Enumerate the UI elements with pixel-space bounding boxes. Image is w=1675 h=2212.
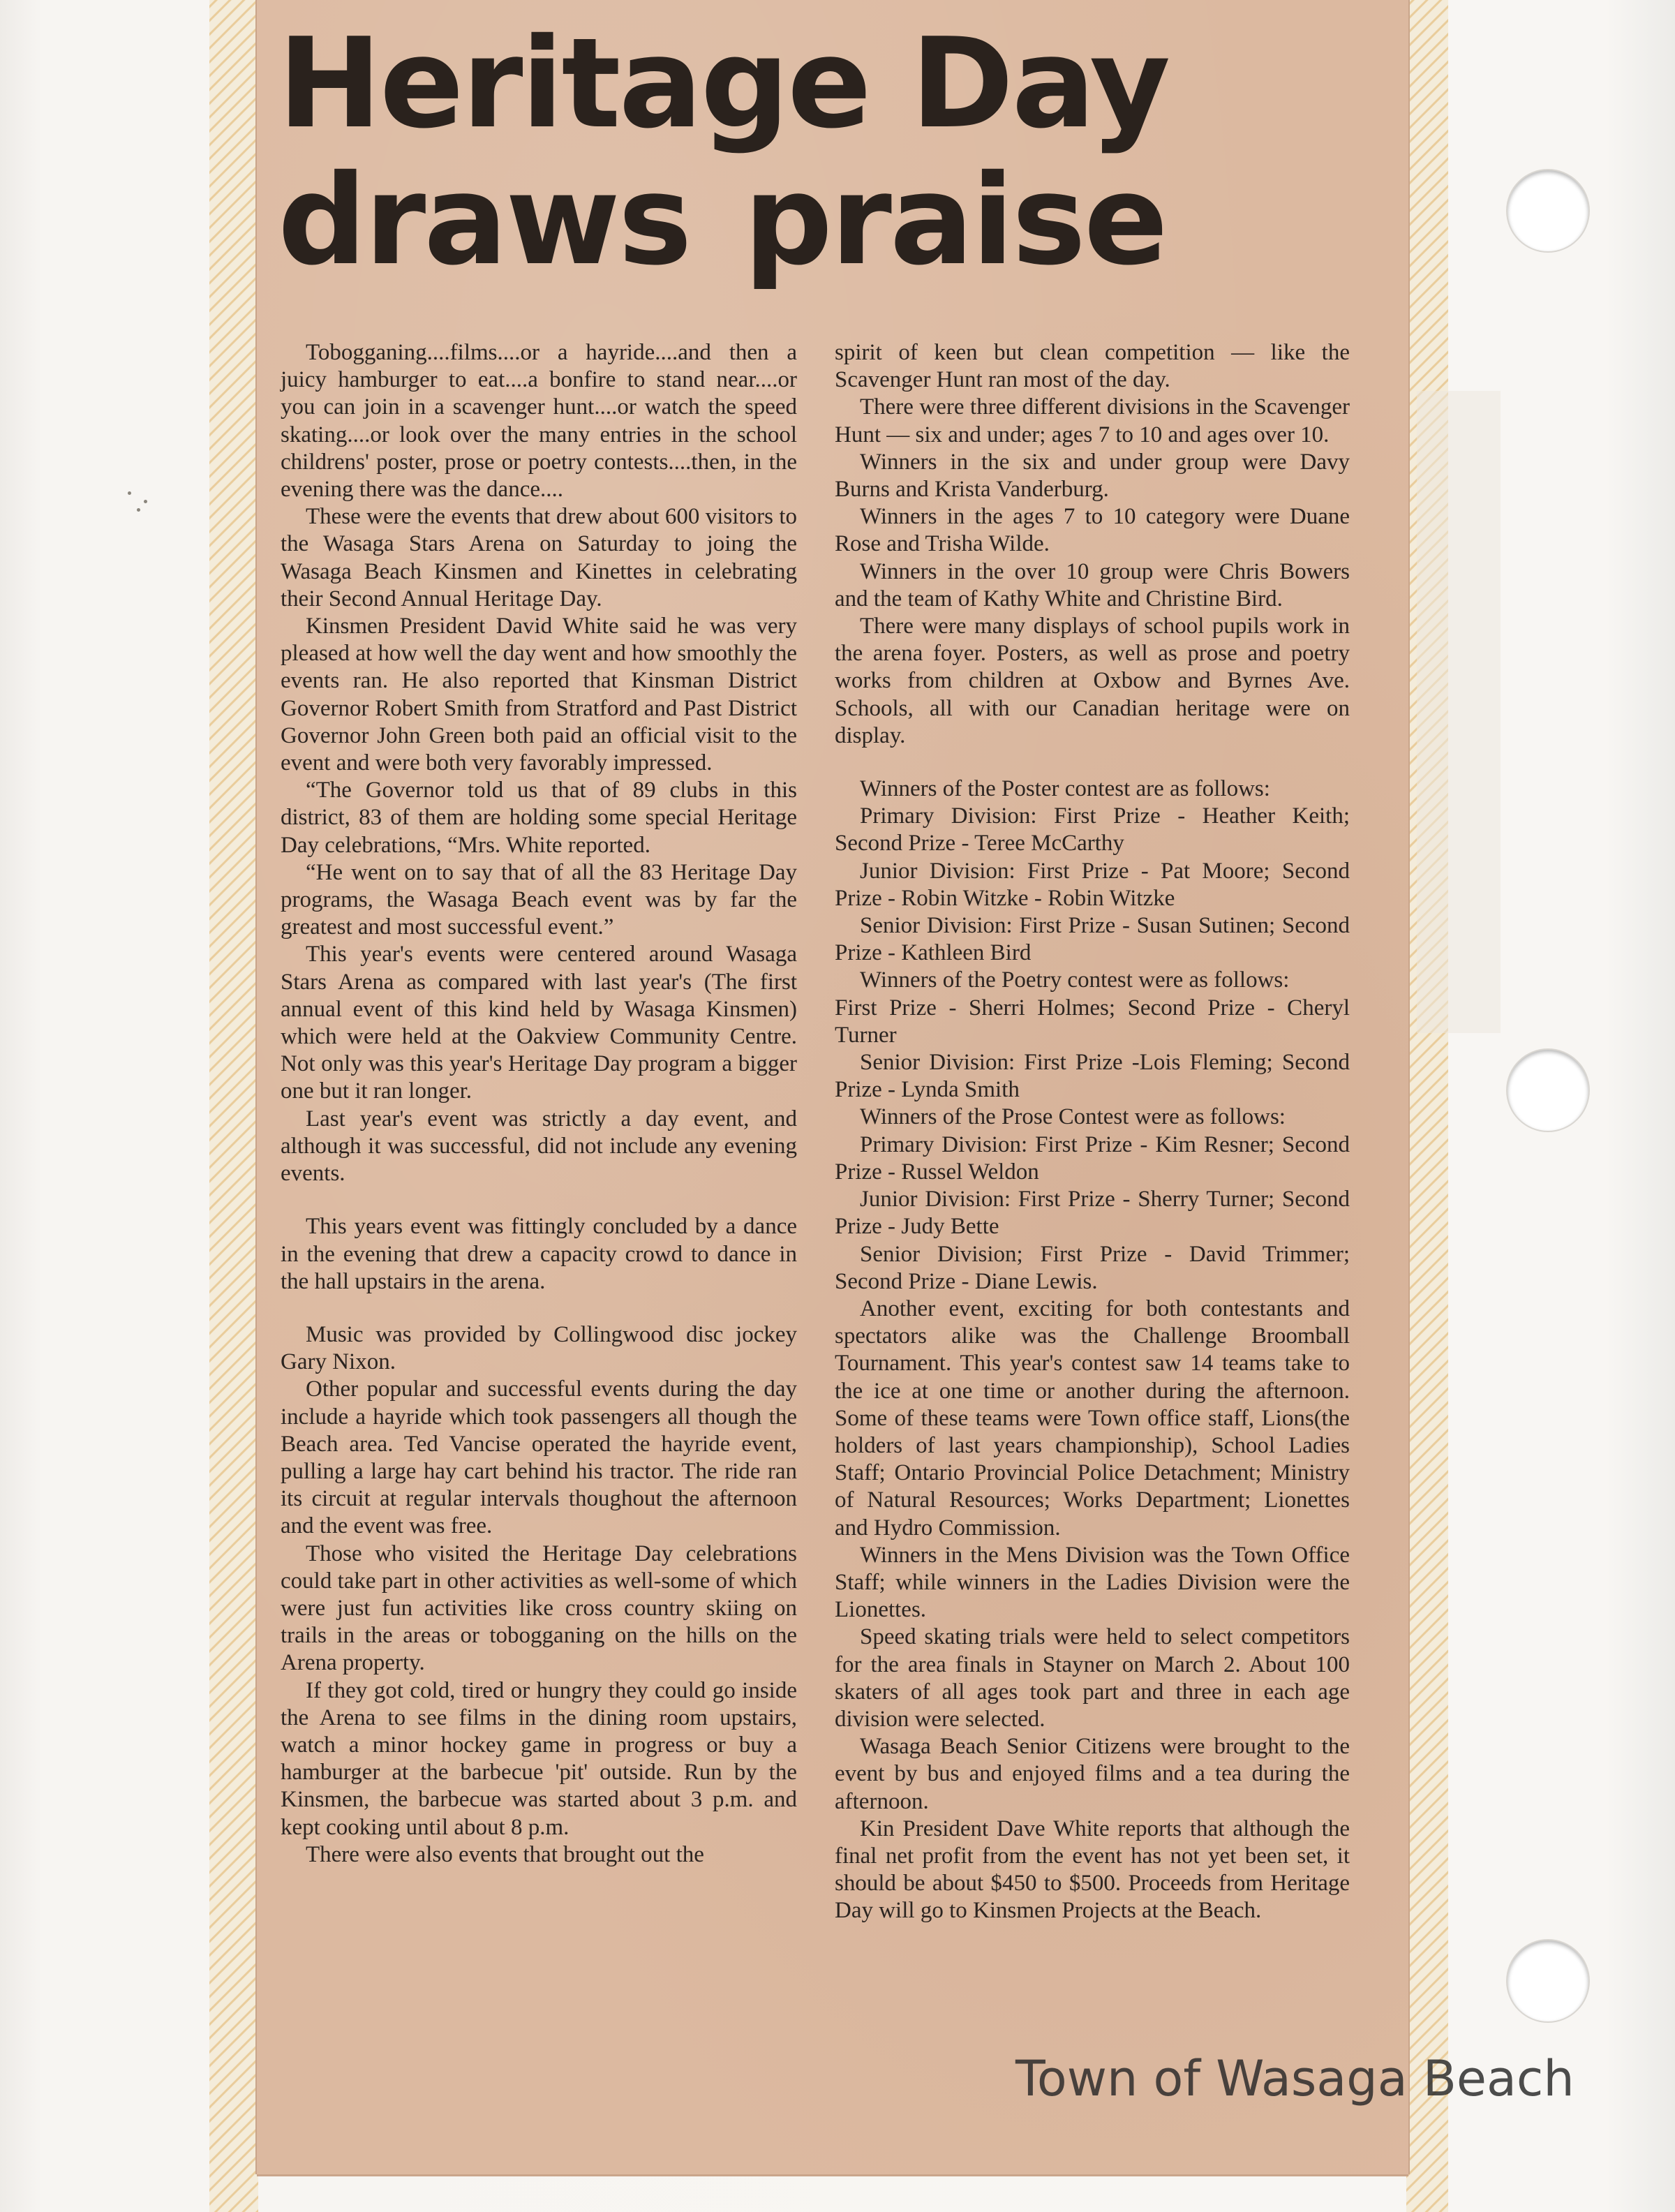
paper-speck	[137, 508, 140, 512]
paragraph: Winners in the over 10 group were Chris Bowers and the team of Kathy White and Christine Bird.	[835, 558, 1350, 611]
left-margin-stripes	[209, 0, 258, 2212]
paragraph: These were the events that drew about 600 visitors to the Wasaga Stars Arena on Saturday to joing the Wasaga Beach Kinsmen and Kinettes in celebrating their Second Annual Heritage Day.	[281, 504, 797, 611]
headline-line-2: draws praise	[278, 148, 1166, 292]
paragraph: There were many displays of school pupils work in the arena foyer. Posters, as well as prose and poetry works from children at Oxbow and Byrnes Ave. Schools, all with our Canadian heritage were on display.	[835, 614, 1350, 748]
paragraph: Last year's event was strictly a day event, and although it was successful, did not include any evening events.	[281, 1106, 797, 1187]
paragraph: spirit of keen but clean competition — like the Scavenger Hunt ran most of the day.	[835, 340, 1350, 393]
paper-speck	[128, 491, 131, 495]
paragraph: If they got cold, tired or hungry they could go inside the Arena to see films in the dining room upstairs, watch a minor hockey game in progress or buy a hamburger at the barbecue 'pit' outside. Run by the Kinsmen, the barbecue was started about 3 p.m. and kept cooking until about 8 p.m.	[281, 1677, 797, 1840]
paper-speck	[144, 500, 147, 503]
article-headline	[278, 11, 1408, 292]
paragraph: Junior Division: First Prize - Sherry Turner; Second Prize - Judy Bette	[835, 1187, 1350, 1240]
tape-strip	[1417, 391, 1501, 1033]
paragraph: Wasaga Beach Senior Citizens were brought to the event by bus and enjoyed films and a tea during the afternoon.	[835, 1734, 1350, 1814]
paragraph: Primary Division: First Prize - Kim Resner; Second Prize - Russel Weldon	[835, 1131, 1350, 1185]
paragraph: Winners of the Prose Contest were as follows:	[860, 1104, 1286, 1130]
binder-hole-middle	[1508, 1050, 1588, 1131]
paragraph: “The Governor told us that of 89 clubs in this district, 83 of them are holding some special Heritage Day celebrations, “Mrs. White reported.	[281, 778, 797, 858]
paragraph: Those who visited the Heritage Day celebrations could take part in other activities as well-some of which were just fun activities like cross country skiing on trails in the areas or tobogganing on the hills on the Arena property.	[281, 1541, 797, 1676]
paragraph: This years event was fittingly concluded by a dance in the evening that drew a capacity crowd to dance in the hall upstairs in the arena.	[281, 1214, 797, 1294]
paragraph: Winners of the Poster contest are as follows:	[860, 776, 1270, 802]
paragraph: Kin President Dave White reports that although the final net profit from the event has not yet been set, it should be about $450 to $500. Proceeds from Heritage Day will go to Kinsmen Projects at the Beach.	[835, 1816, 1350, 1924]
paragraph: This year's events were centered around Wasaga Stars Arena as compared with last year's (The first annual event of this kind held by Wasaga Kinsmen) which were held at the Oakview Community Centre. Not only was this year's Heritage Day program a bigger one but it ran longer.	[281, 942, 797, 1104]
paragraph: Winners in the ages 7 to 10 category were Duane Rose and Trisha Wilde.	[835, 504, 1350, 557]
paragraph: Music was provided by Collingwood disc jockey Gary Nixon.	[281, 1321, 797, 1375]
paragraph: Kinsmen President David White said he was very pleased at how well the day went and how smoothly the events ran. He also reported that Kinsman District Governor Robert Smith from Stratford and Past District Governor John Green both paid an official visit to the event and were both very favorably impressed.	[281, 614, 797, 776]
watermark-text: Town of Wasaga Beach	[1015, 2050, 1574, 2107]
paragraph: Another event, exciting for both contestants and spectators alike was the Challenge Broomball Tournament. This year's contest saw 14 teams take to the ice at one time or another during the afternoon. Some of these teams were Town office staff, Lions(the holders of last years championship), School Ladies Staff; Ontario Provincial Police Detachment; Ministry of Natural Resources; Works Department; Lionettes and Hydro Commission.	[835, 1296, 1350, 1541]
paragraph: There were three different divisions in the Scavenger Hunt — six and under; ages 7 to 10 and ages over 10.	[835, 394, 1350, 447]
paragraph: Winners of the Poetry contest were as follows:	[860, 967, 1290, 993]
paragraph: First Prize - Sherri Holmes; Second Prize - Cheryl Turner	[835, 995, 1350, 1048]
paragraph: Senior Division: First Prize -Lois Fleming; Second Prize - Lynda Smith	[835, 1050, 1350, 1103]
paragraph: “He went on to say that of all the 83 Heritage Day programs, the Wasaga Beach event was by far the greatest and most successful event.”	[281, 859, 797, 940]
binder-hole-top	[1508, 170, 1588, 251]
right-margin-stripes	[1406, 0, 1448, 2212]
article-column-right	[835, 339, 1350, 1925]
headline-line-1: Heritage Day	[278, 11, 1169, 156]
binder-hole-bottom	[1508, 1940, 1588, 2021]
paragraph: Winners in the six and under group were Davy Burns and Krista Vanderburg.	[835, 449, 1350, 503]
paragraph: Senior Division; First Prize - David Trimmer; Second Prize - Diane Lewis.	[835, 1241, 1350, 1294]
paragraph: Other popular and successful events during the day include a hayride which took passengers all though the Beach area. Ted Vancise operated the hayride event, pulling a large hay cart behind his tractor. The ride ran its circuit at regular intervals thoughout the afternoon and the event was free.	[281, 1376, 797, 1539]
paragraph: Senior Division: First Prize - Susan Sutinen; Second Prize - Kathleen Bird	[835, 913, 1350, 966]
paragraph: There were also events that brought out the	[306, 1841, 704, 1867]
paragraph: Junior Division: First Prize - Pat Moore; Second Prize - Robin Witzke - Robin Witzke	[835, 858, 1350, 911]
paragraph: Speed skating trials were held to select competitors for the area finals in Stayner on March 2. About 100 skaters of all ages took part and three in each age division were selected.	[835, 1624, 1350, 1732]
paragraph: Winners in the Mens Division was the Town Office Staff; while winners in the Ladies Division were the Lionettes.	[835, 1542, 1350, 1623]
article-column-left	[281, 339, 797, 1869]
paragraph: Tobogganing....films....or a hayride....and then a juicy hamburger to eat....a bonfire to stand near....or you can join in a scavenger hunt....or watch the speed skating....or look over the many entries in the school childrens' poster, prose or poetry contests....then, in the evening there was the dance....	[281, 340, 797, 503]
paragraph: Primary Division: First Prize - Heather Keith; Second Prize - Teree McCarthy	[835, 803, 1350, 856]
